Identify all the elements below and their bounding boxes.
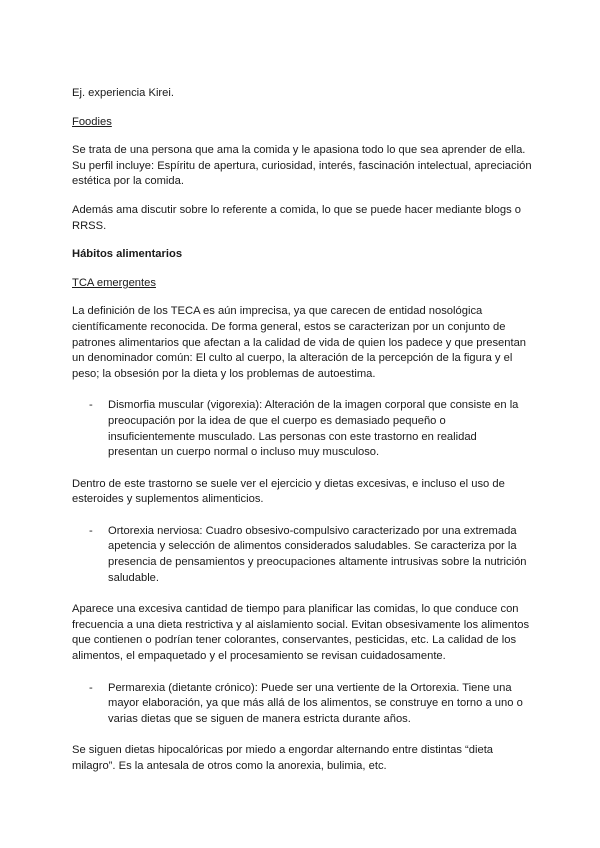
- document-page: [72, 86, 532, 775]
- foodies-paragraph-2: Además ama discutir sobre lo referente a comida, lo que se puede hacer mediante blogs o RRSS.: [72, 203, 522, 232]
- list-item-permarexia: [72, 681, 532, 728]
- teca-paragraph: La definición de los TECA es aún imprecisa, ya que carecen de entidad nosológica científicamente reconocida. De forma general, estos se caracterizan por un conjunto de patrones alimentarios que afectan a la calidad de vida de quien los padece y que presentan un denominador común: El culto al cuerpo, la alteración de la percepción de la figura y el peso; la obsesión por la dieta y los problemas de autoestima.: [72, 305, 527, 380]
- permarexia-paragraph: Se siguen dietas hipocalóricas por miedo a engordar alternando entre distintas “dieta milagro”. Es la antesala de otros como la anorexia, bulimia, etc.: [72, 744, 494, 772]
- foodies-heading: Foodies: [72, 115, 112, 128]
- list-item-ortorexia: [72, 524, 532, 586]
- list-dash: -: [89, 524, 93, 537]
- list-dash: -: [89, 681, 93, 694]
- list-item-text: Ortorexia nerviosa: Cuadro obsesivo-compulsivo caracterizado por una extremada apetencia y selección de alimentos considerados saludables. Se caracteriza por la presencia de pensamientos y preocupaciones altamente intrusivas sobre la nutrición saludable.: [108, 524, 527, 584]
- list-item-text: Permarexia (dietante crónico): Puede ser una vertiente de la Ortorexia. Tiene una mayor elaboración, ya que más allá de los alimentos, se construye en torno a uno o varias dietas que se siguen de manera estricta durante años.: [108, 681, 523, 725]
- permarexia-list: [72, 681, 532, 728]
- teca-heading: TCA emergentes: [72, 276, 156, 289]
- ortorexia-paragraph: Aparece una excesiva cantidad de tiempo para planificar las comidas, lo que conduce con frecuencia a una dieta restrictiva y al aislamiento social. Evitan obsesivamente los alimentos que contienen o podrían tener colorantes, conservantes, pesticidas, etc. La calidad de los alimentos, el empaquetado y el procesamiento se revisan cuidadosamente.: [72, 603, 530, 663]
- habitos-heading: Hábitos alimentarios: [72, 248, 183, 261]
- vigorexia-list: [72, 398, 532, 460]
- list-dash: -: [89, 399, 93, 412]
- list-item-vigorexia: [72, 398, 532, 460]
- list-item-text: Dismorfia muscular (vigorexia): Alteración de la imagen corporal que consiste en la preocupación por la idea de que el cuerpo es demasiado pequeño o insuficientemente musculado. Las personas con este trastorno en realidad presentan un cuerpo normal o incluso muy musculoso.: [108, 399, 519, 459]
- foodies-paragraph-1: Se trata de una persona que ama la comida y le apasiona todo lo que sea aprender de ella. Su perfil incluye: Espíritu de apertura, curiosidad, interés, fascinación intelectual, apreciación estética por la comida.: [72, 144, 532, 188]
- example-line: Ej. experiencia Kirei.: [72, 87, 174, 99]
- vigorexia-paragraph: Dentro de este trastorno se suele ver el ejercicio y dietas excesivas, e incluso el uso de esteroides y suplementos alimenticios.: [72, 477, 505, 506]
- ortorexia-list: [72, 524, 532, 586]
